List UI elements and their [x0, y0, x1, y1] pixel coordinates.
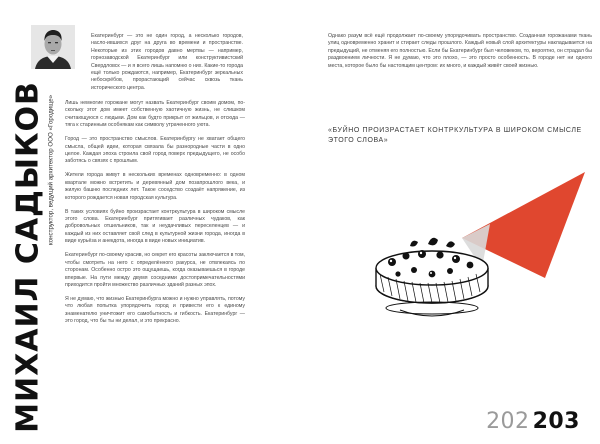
page-number-left: 202	[486, 409, 530, 434]
body-paragraph: В таких условиях буйно произрастает контркультура в широком смысле этого слова. Екатеринбург притягивает различных чудаков, как добровольных отшельников, так и неудачливых переселенцев — и каждый из них оставляет свой след в культурной жизни города, иногда в виде курьёза и анекдота, иногда в виде новых инициатив.	[65, 208, 245, 245]
body-paragraph: Я не думаю, что жизнью Екатеринбурга можно и нужно управлять, потому что любая попытка упорядочить город и привести его к единому знаменателю уничтожит его самобытность и гибкость. Екатеринбург — это город, что бы ты ни делал, и это прекрасно.	[65, 295, 245, 325]
pull-quote: «БУЙНО ПРОИЗРАСТАЕТ КОНТРКУЛЬТУРА В ШИРОКОМ СМЫСЛЕ ЭТОГО СЛОВА»	[328, 127, 582, 144]
intro-paragraph: Екатеринбург — это не один город, а несколько городов, насло-ившихся друг на друга во времени и пространстве. Некоторые из этих городов давно мертвы — например, горнозаводской Екатеринбург или конструктивистский Свердловск — и я всего лишь напомню о них. Какие-то города ещё только рождаются, например, Екатеринбург зеркальных небоскрёбов, прорастающий сейчас сквозь ткань исторического центра.	[91, 33, 243, 91]
article-body-left	[65, 100, 245, 332]
body-paragraph: Лишь немногие горожане могут назвать Екатеринбург своим домом, по-скольку этот дом имеет собственную хаотичную жизнь, не слишком считающуюся с людьми. Дом как будто прикрыт от жильцов, и отсюда — тяга к старинным особнякам как символу утраченного уюта.	[65, 100, 245, 129]
author-name: МИХАИЛ САДЫКОВ	[10, 81, 46, 433]
cake-with-triangle-icon	[370, 170, 595, 325]
page-numbers	[486, 409, 580, 435]
body-paragraph: Однако разум всё ещё продолжает по-своему упорядочивать пространство. Созданная горожанами ткань улиц одновременно хранит и стирает следы прошлого. Каждый новый слой архитектуры накладывается на предыдущий, не отменяя его полностью. Если бы Екатеринбург был человеком, то, вероятно, он страдал бы раздвоением личности. Я не думаю, что это плохо, — это просто особенность. В городе нет ни одного места, которое было бы настоящим центром: их много, и каждый живёт своей жизнью.	[328, 33, 592, 69]
body-paragraph: Город — это пространство смыслов. Екатеринбургу не хватает общего смысла, общей идеи, которая связала бы разнородные части в одно целое. Каждая эпоха строила свой город поверх предыдущего, не особо заботясь о связях с прошлым.	[65, 136, 245, 165]
cake-illustration	[370, 170, 595, 325]
page-number-right: 203	[532, 409, 580, 434]
body-paragraph: Екатеринбург по-своему красив, но секрет его красоты заключается в том, чтобы смотреть на него с определённого ракурса, не отвлекаясь по сторонам. Особенно остро это ощущаешь, когда оказываешься в городе впервые. На пути между двумя соседними достопримечательностями приходится пройти множество различных зданий разных эпох.	[65, 252, 246, 288]
article-body-right	[328, 33, 592, 77]
author-role: конструктор, ведущий архитектор ООО «Городище»	[47, 94, 55, 246]
body-paragraph: Жители города живут в нескольких временах одновременно: в одном квартале можно встретить и деревянный дом позапрошлого века, и жилую башню последних лет. Такое соседство создаёт напряжение, из которого рождается новая городская культура.	[65, 172, 245, 201]
